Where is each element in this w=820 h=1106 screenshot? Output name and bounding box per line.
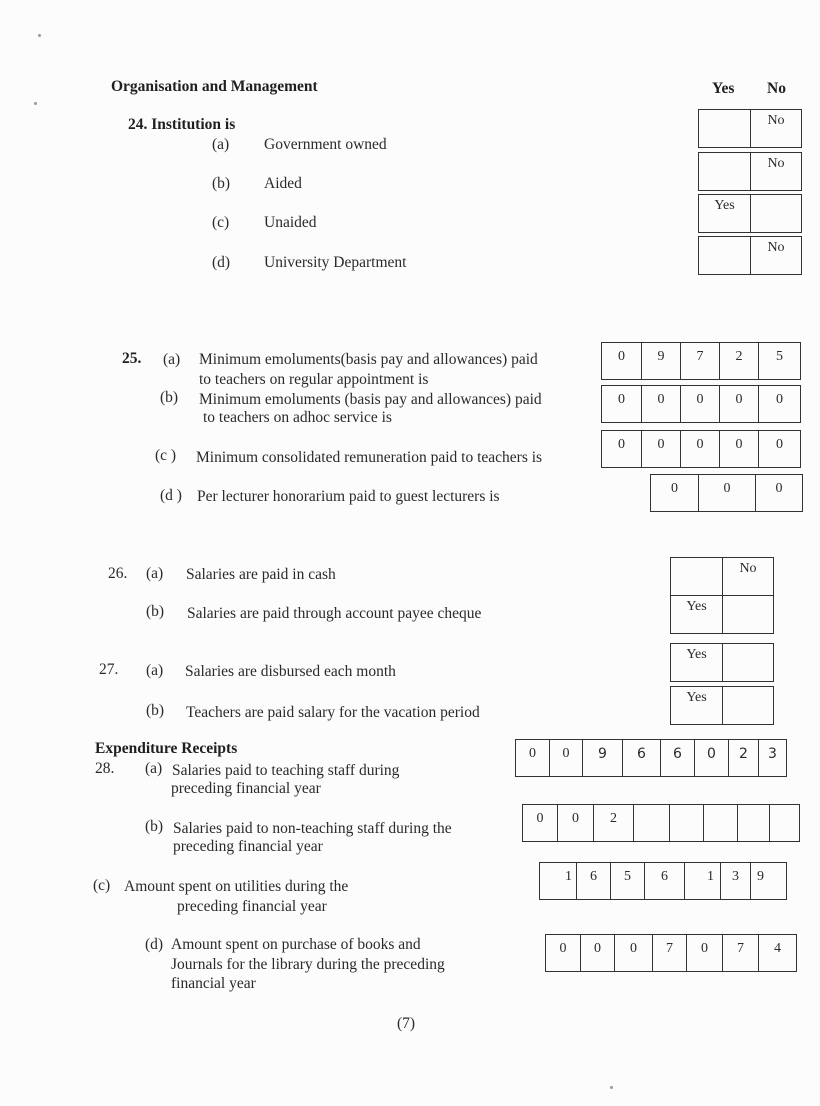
question-27-number: 27. [99, 661, 119, 678]
yes-cell: Yes [686, 690, 707, 705]
digit-cell: 0 [698, 475, 755, 511]
digit-cell: 6 [576, 863, 610, 899]
digit-cell: 0 [719, 431, 758, 467]
q25b-text: Minimum emoluments (basis pay and allowances) paid [199, 391, 542, 408]
digit-cell: 0 [641, 431, 680, 467]
yes-cell [699, 110, 750, 147]
digit-cell: 0 [758, 386, 800, 422]
scan-speck [38, 34, 41, 37]
digit-cell: 0 [618, 392, 625, 407]
digit-cell: 3 [720, 863, 750, 899]
digit-box-row [650, 474, 803, 512]
q28d-text-cont: financial year [171, 975, 256, 992]
q24-item-text: University Department [264, 254, 407, 271]
q26a-letter: (a) [146, 565, 164, 582]
q24-item-text: Government owned [264, 136, 387, 153]
yes-cell: Yes [686, 647, 707, 662]
q28b-text: Salaries paid to non-teaching staff during the [173, 820, 452, 837]
q25c-letter: (c ) [155, 447, 177, 464]
digit-cell-handwritten: 0 [694, 740, 728, 776]
q28a-text-cont: preceding financial year [171, 780, 321, 797]
digit-cell: 0 [618, 349, 625, 364]
q24-item-text: Aided [264, 175, 302, 192]
q28c-text: Amount spent on utilities during the [124, 878, 349, 895]
q27a-text: Salaries are disbursed each month [185, 663, 396, 680]
digit-box-row [539, 862, 787, 900]
yes-no-box [698, 194, 802, 233]
question-24-label: 24. Institution is [128, 116, 236, 133]
digit-cell [669, 805, 703, 841]
section-heading-organisation: Organisation and Management [111, 78, 318, 95]
yes-no-box [670, 557, 774, 596]
no-cell: No [750, 110, 801, 147]
q27b-letter: (b) [146, 702, 165, 719]
q26b-text: Salaries are paid through account payee cheque [187, 605, 482, 622]
digit-box-row [515, 739, 787, 777]
digit-cell-handwritten: 6 [622, 740, 660, 776]
column-header-no: No [767, 80, 786, 97]
digit-cell: 0 [614, 935, 652, 971]
q28b-text-cont: preceding financial year [173, 838, 323, 855]
no-cell [750, 195, 801, 232]
q28a-letter: (a) [145, 760, 163, 777]
q28d-letter: (d) [145, 936, 164, 953]
digit-cell: 7 [722, 935, 758, 971]
q24-item-letter: (b) [212, 175, 231, 192]
q25a-text-cont: to teachers on regular appointment is [199, 371, 429, 388]
digit-box-row [545, 934, 797, 972]
q24-item-letter: (c) [212, 214, 230, 231]
digit-cell: 1 [565, 869, 572, 884]
scan-speck [34, 102, 37, 105]
yes-no-box [698, 236, 802, 275]
digit-cell: 1 [684, 863, 720, 899]
digit-cell: 0 [755, 475, 802, 511]
yes-no-box [670, 643, 774, 682]
scan-speck [610, 1086, 613, 1089]
digit-cell: 7 [680, 343, 719, 379]
digit-cell: 6 [644, 863, 684, 899]
digit-cell: 0 [549, 740, 582, 776]
yes-cell [699, 153, 750, 190]
digit-cell: 0 [618, 437, 625, 452]
q24-item-text: Unaided [264, 214, 317, 231]
q26b-letter: (b) [146, 603, 165, 620]
digit-cell: 0 [671, 481, 678, 496]
q25a-text: Minimum emoluments(basis pay and allowances) paid [199, 351, 538, 368]
q28d-text-cont: Journals for the library during the preceding [171, 956, 445, 973]
question-26-number: 26. [108, 565, 128, 582]
q27a-letter: (a) [146, 662, 164, 679]
q25d-letter: (d ) [160, 487, 182, 504]
digit-box-row [601, 342, 801, 380]
no-cell [722, 644, 773, 681]
yes-cell [699, 237, 750, 274]
digit-cell [633, 805, 669, 841]
digit-cell [737, 805, 769, 841]
digit-cell: 4 [758, 935, 796, 971]
yes-no-box [698, 109, 802, 148]
digit-cell: 0 [557, 805, 593, 841]
digit-box-row [601, 385, 801, 423]
yes-no-box [698, 152, 802, 191]
question-28-number: 28. [95, 760, 115, 777]
digit-cell: 0 [680, 431, 719, 467]
yes-no-box [670, 595, 774, 634]
yes-cell: Yes [714, 198, 735, 213]
yes-no-box [670, 686, 774, 725]
digit-cell: 5 [610, 863, 644, 899]
yes-cell [671, 558, 722, 595]
q28d-text: Amount spent on purchase of books and [171, 936, 421, 953]
digit-cell: 5 [758, 343, 800, 379]
no-cell [722, 687, 773, 724]
digit-cell: 9 [750, 863, 786, 899]
q25b-letter: (b) [160, 389, 179, 406]
no-cell [722, 596, 773, 633]
digit-cell [769, 805, 799, 841]
digit-cell: 0 [580, 935, 614, 971]
q28b-letter: (b) [145, 818, 164, 835]
q25b-text-cont: to teachers on adhoc service is [203, 409, 392, 426]
q24-item-letter: (a) [212, 136, 230, 153]
column-header-yes: Yes [712, 80, 735, 97]
digit-cell: 0 [536, 811, 544, 826]
digit-box-row [601, 430, 801, 468]
digit-cell-handwritten: 9 [582, 740, 622, 776]
digit-cell: 0 [719, 386, 758, 422]
q28c-letter: (c) [93, 877, 111, 894]
no-cell: No [750, 153, 801, 190]
digit-cell: 2 [593, 805, 633, 841]
q25c-text: Minimum consolidated remuneration paid to teachers is [196, 449, 543, 466]
no-cell: No [722, 558, 773, 595]
q24-item-letter: (d) [212, 254, 231, 271]
q28a-text: Salaries paid to teaching staff during [172, 762, 400, 779]
digit-cell: 0 [559, 941, 567, 956]
digit-cell: 9 [641, 343, 680, 379]
q28c-text-cont: preceding financial year [177, 898, 327, 915]
yes-cell: Yes [686, 599, 707, 614]
question-25-number: 25. [122, 350, 142, 367]
digit-box-row [522, 804, 800, 842]
q27b-text: Teachers are paid salary for the vacation period [186, 704, 480, 721]
page-number: (7) [397, 1015, 416, 1032]
digit-cell-handwritten: 6 [660, 740, 694, 776]
digit-cell: 7 [652, 935, 686, 971]
no-cell: No [750, 237, 801, 274]
digit-cell: 0 [641, 386, 680, 422]
digit-cell-handwritten: 3 [758, 740, 786, 776]
section-heading-expenditure: Expenditure Receipts [95, 740, 238, 757]
digit-cell: 0 [758, 431, 800, 467]
digit-cell [703, 805, 737, 841]
digit-cell: 0 [686, 935, 722, 971]
digit-cell: 0 [680, 386, 719, 422]
q26a-text: Salaries are paid in cash [186, 566, 336, 583]
digit-cell: 2 [719, 343, 758, 379]
digit-cell-handwritten: 2 [728, 740, 758, 776]
q25a-letter: (a) [163, 351, 181, 368]
digit-cell: 0 [529, 746, 536, 761]
q25d-text: Per lecturer honorarium paid to guest lecturers is [197, 488, 500, 505]
